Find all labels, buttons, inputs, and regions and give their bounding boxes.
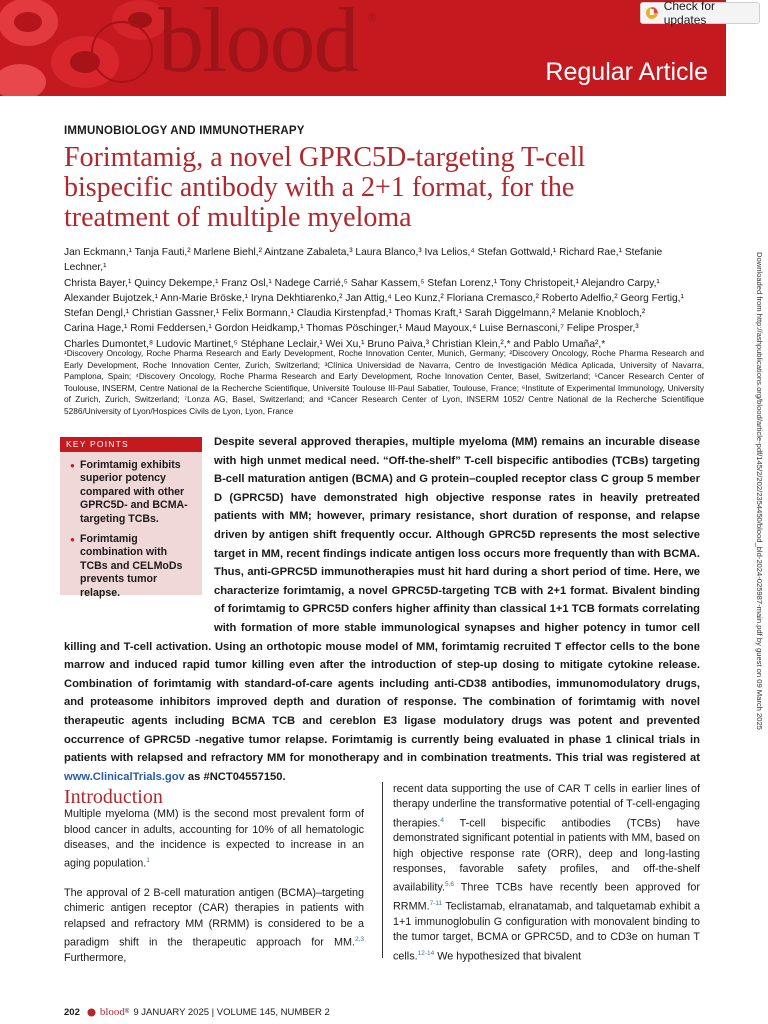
blood-drop-icon: [87, 1008, 96, 1017]
journal-logo-reg: ®: [368, 12, 377, 24]
update-icon: [645, 6, 659, 20]
column-divider: [382, 782, 383, 958]
ref-link[interactable]: 7-11: [429, 900, 443, 908]
article-type: Regular Article: [545, 58, 708, 86]
abstract-text: Despite several approved therapies, multiple myeloma (MM) remains an incurable disease with high unmet medical need. “Off-the-shelf” T-cell bispecific antibodies (TCBs) targeting B-cell maturation antigen (BCMA) and G protein–coupled receptor class C group 5 member D (GPRC5D) have demonstrated high objective response rates in heavily pretreated patients with MM; however, primary resistance, short duration of response, and relapse driven by antigen shift frequently occur. Although GPRC5D represents the most selective target in MM, recent findings indicate antigen loss occurs more frequently than with BCMA. Thus, anti-GPRC5D immunotherapies must hit hard during a short period of time. Here, we characterize forimtamig, a novel GPRC5D-targeting TCB with 2+1 format. Bivalent binding of forimtamig to GPRC5D confers higher affinity than classical 1+1 TCB formats correlating with formation of more stable immunological synapses and higher potency in tumor cell killing and T-cell activation. Using an orthotopic mouse model of MM, forimtamig recruited T effector cells to the bone marrow and induced rapid tumor killing even after the introduction of step-up dosing to mitigate cytokine release. Combination of forimtamig with standard-of-care agents including anti-CD38 antibodies, immunomodulatory drugs, and proteasome inhibitors improved depth and duration of response. The combination of forimtamig with novel therapeutic agents including BCMA TCB and cereblon E3 ligase modulatory drugs was potent and prevented occurrence of GPRC5D -negative tumor relapse. Forimtamig is currently being evaluated in phase 1 clinical trials in patients with relapsed and refractory MM for monotherapy and in combination treatments. This trial was registered at: [64, 436, 700, 765]
intro-paragraph: Multiple myeloma (MM) is the second most prevalent form of blood cancer in adults, accounting for 10% of all hematologic diseases, and the incidence is expected to increase in an aging population.$^1$: [64, 808, 364, 870]
footer-journal: blood: [99, 1006, 125, 1018]
key-point-item: ● Forimtamig exhibits superior potency compared with other GPRC5D- and BCMA-targeting TCBs.: [70, 459, 194, 526]
author-line: Christa Bayer,¹ Quincy Dekempe,¹ Franz Osl,¹ Nadege Carrié,⁵ Sahar Kassem,⁵ Stefan Lorenz,¹ Tony Christopeit,¹ Alejandro Carpy,¹: [64, 277, 660, 289]
footer-journal-reg: ®: [124, 1009, 130, 1015]
intro-paragraph: The approval of 2 B-cell maturation antigen (BCMA)–targeting chimeric antigen receptor (CAR) therapies in patients with relapsed and refractory MM (RRMM) is considered to be a paradigm shift in the therapeutic approach for MM.$^{2,3}$ Furthermore,: [64, 887, 364, 964]
right-column: [393, 782, 700, 979]
journal-banner: [0, 0, 726, 96]
ref-link[interactable]: 1: [146, 857, 150, 865]
download-note-text: Downloaded from http://ashpublications.org/blood/article-pdf/145/2/202/2354450/blood_bld-2024-025987-main.pdf by guest on 09 March 2025: [755, 252, 764, 730]
ref-link[interactable]: 4: [440, 816, 445, 824]
affiliations: ¹Discovery Oncology, Roche Pharma Research and Early Development, Roche Innovation Center, Munich, Germany; ²Discovery Oncology, Roche Pharma Research and Early Development, Roche Innovation Center, Zurich, Switzerland; ³Clínica Universidad de Navarra, Centro de Investigación Médica Aplicada, University of Navarra, Pamplona, Spain; ⁴Discovery Oncology, Roche Pharma Research and Early Development, Roche Innovation Center, Basel, Switzerland; ⁵Cancer Research Center of Toulouse, INSERM, Centre National de la Recherche Scientifique, Université Toulouse III-Paul Sabatier, Toulouse, France; ⁶Institute of Experimental Immunology, University of Zurich, Zurich, Switzerland; ⁷Lonza AG, Basel, Switzerland; and ⁸Cancer Research Center of Lyon, INSERM 1052/ Centre National de la Recherche Scientifique 5286/University of Lyon/Hospices Civils de Lyon, Lyon, France: [64, 348, 704, 416]
key-point-item: ● Forimtamig combination with TCBs and CELMoDs prevents tumor relapse.: [70, 533, 194, 600]
check-for-updates-label: Check for updates: [663, 0, 716, 27]
abstract-tail: as #NCT04557150.: [184, 770, 286, 783]
key-points-heading: KEY POINTS: [60, 437, 202, 452]
ref-link[interactable]: 2,3: [354, 935, 364, 943]
author-line: Jan Eckmann,¹ Tanja Fauti,² Marlene Biehl,² Aintzane Zabaleta,³ Laura Blanco,³ Iva Lelios,⁴ Stefan Gottwald,¹ Richard Rae,¹ Stefanie Lechner,¹: [64, 247, 663, 274]
section-label: IMMUNOBIOLOGY AND IMMUNOTHERAPY: [64, 125, 305, 137]
abstract: [64, 433, 700, 786]
left-column: [64, 782, 364, 980]
journal-logo: blood: [158, 0, 358, 91]
page-number: 202: [64, 1006, 80, 1018]
check-for-updates-button[interactable]: [640, 0, 760, 27]
clinicaltrials-link[interactable]: www.ClinicalTrials.gov: [64, 770, 185, 783]
author-line: Alexander Bujotzek,¹ Ann-Marie Bröske,¹ Iryna Dekhtiarenko,² Jan Attig,⁴ Leo Kunz,² Floriana Cremasco,² Roberto Adelfio,² Georg Fertig,¹: [64, 292, 684, 304]
download-note: [754, 252, 766, 772]
author-line: Carina Hage,¹ Romi Feddersen,¹ Gordon Heidkamp,¹ Thomas Pöschinger,¹ Maud Mayoux,⁴ Luise Bernasconi,⁷ Felipe Prosper,³: [64, 323, 639, 335]
intro-paragraph: recent data supporting the use of CAR T cells in earlier lines of therapy underline the transformative potential of T-cell-engaging therapies.$^4$ T-cell bispecific antibodies (TCBs) have demonstrated significant potential in patients with MM, based on high objective response rate (ORR), deep and long-lasting responses, favorable safety profiles, and off-the-shelf availability.$^{5,6}$ Three TCBs have recently been approved for RRMM.$^{7-11}$ Teclistamab, elranatamab, and talquetamab exhibit a 1+1 immunoglobulin G configuration with monovalent binding to the tumor target, BCMA or GPRC5D, and to CD3e on human T cells.$^{12-14}$ We hypothesized that bivalent: [393, 783, 700, 963]
footer-issue: 9 JANUARY 2025 | VOLUME 145, NUMBER 2: [133, 1006, 330, 1018]
page-footer: [64, 1006, 330, 1018]
intro-heading: Introduction: [64, 786, 163, 808]
ref-link[interactable]: 12-14: [417, 949, 435, 957]
author-line: Charles Dumontet,⁸ Ludovic Martinet,⁵ Stéphane Leclair,¹ Wei Xu,¹ Bruno Paiva,³ Christian Klein,²,* and Pablo Umaña²,*: [64, 338, 606, 350]
ref-link[interactable]: 5,6: [445, 881, 455, 889]
author-line: Stefan Dengl,¹ Christian Gassner,¹ Felix Bormann,¹ Claudia Kirstenpfad,¹ Thomas Kraft,¹ Sarah Diggelmann,² Melanie Knobloch,²: [64, 308, 646, 320]
article-title: Forimtamig, a novel GPRC5D-targeting T-cell bispecific antibody with a 2+1 format, for the treatment of multiple myeloma: [64, 142, 586, 233]
author-list: [64, 245, 704, 352]
